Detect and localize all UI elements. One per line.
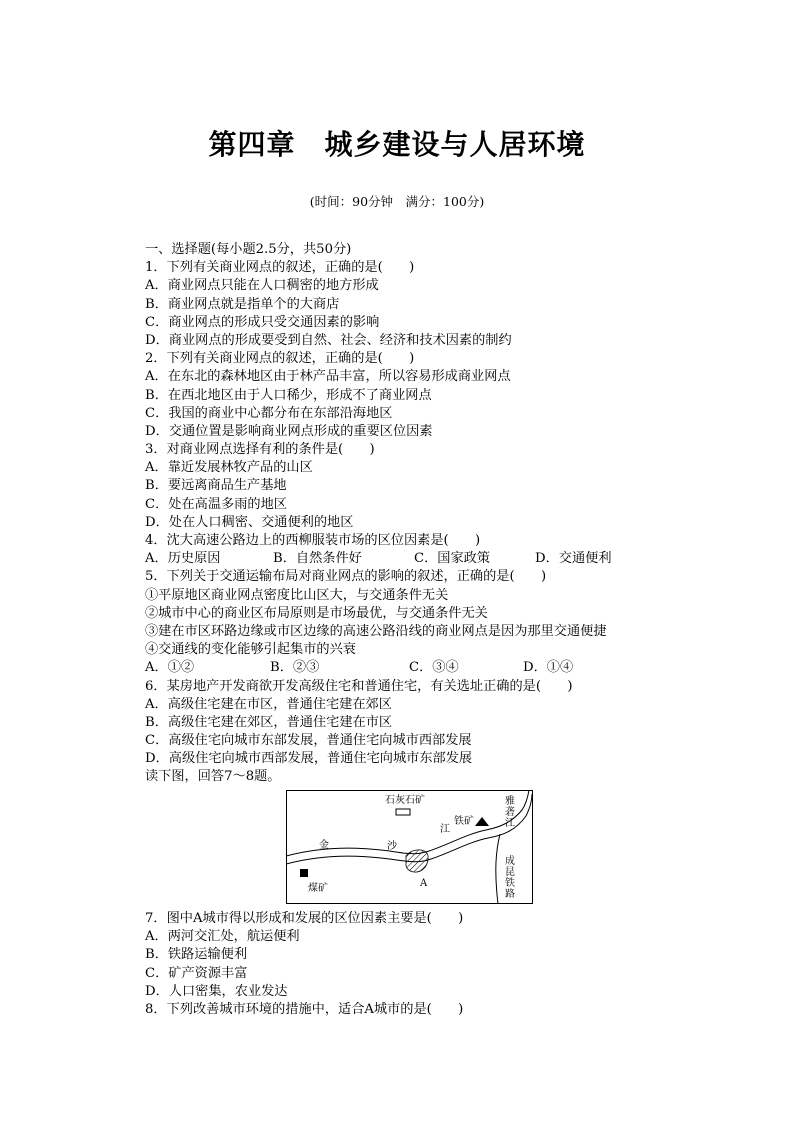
label-iron: 铁矿 [454,816,474,827]
q6-option-b: B．高级住宅建在郊区，普通住宅建在市区 [145,714,393,730]
label-yalong-1: 雅 [505,796,515,807]
limestone-mine-marker [396,809,410,815]
q5-option-c: C．③④ [409,660,459,676]
q6-stem: 6．某房地产开发商欲开发高级住宅和普通住宅，有关选址正确的是( ) [145,678,573,694]
q5-stem: 5．下列关于交通运输布局对商业网点的影响的叙述，正确的是( ) [145,569,547,585]
label-chengkun-2: 昆 [505,867,515,878]
q4-stem: 4．沈大高速公路边上的西柳服装市场的区位因素是( ) [145,533,481,548]
q4-option-b: B．自然条件好 [273,551,362,567]
location-map [286,790,533,904]
q2-option-a: A．在东北的森林地区由于林产品丰富，所以容易形成商业网点 [145,369,511,385]
q5-options [145,659,785,677]
q5-option-b: B．②③ [270,660,320,676]
q2-stem: 2．下列有关商业网点的叙述，正确的是( ) [145,351,415,367]
q7-stem: 7．图中A城市得以形成和发展的区位因素主要是( ) [145,911,464,926]
label-river-jiang: 江 [440,824,450,835]
section-heading: 一、选择题(每小题2.5分，共50分) [145,242,352,257]
q1-option-a: A．商业网点只能在人口稠密的地方形成 [145,278,379,294]
q2-option-c: C．我国的商业中心都分布在东部沿海地区 [145,405,393,421]
q1-stem: 1．下列有关商业网点的叙述，正确的是( ) [145,260,415,276]
q8-stem: 8．下列改善城市环境的措施中，适合A城市的是( ) [145,1001,464,1017]
q5-statement-1: ①平原地区商业网点密度比山区大，与交通条件无关 [145,587,449,603]
q7-option-d: D．人口密集，农业发达 [145,983,288,999]
q3-option-b: B．要远离商品生产基地 [145,478,287,494]
label-coal: 煤矿 [308,883,328,894]
q6-option-a: A．高级住宅建在市区，普通住宅建在郊区 [145,696,392,712]
label-river-sha: 沙 [387,841,397,852]
q4-option-c: C．国家政策 [414,551,491,567]
label-chengkun-1: 成 [505,856,515,867]
q2-option-d: D．交通位置是影响商业网点形成的重要区位因素 [145,423,433,439]
q2-option-b: B．在西北地区由于人口稀少，形成不了商业网点 [145,387,432,403]
q6-option-c: C．高级住宅向城市东部发展，普通住宅向城市西部发展 [145,733,472,749]
label-limestone: 石灰石矿 [385,795,425,806]
q5-option-d: D．①④ [523,660,574,676]
q3-stem: 3．对商业网点选择有利的条件是( ) [145,442,375,458]
q3-option-a: A．靠近发展林牧产品的山区 [145,460,313,476]
question-block-1 [145,241,785,787]
q5-statement-4: ④交通线的变化能够引起集市的兴衰 [145,642,356,658]
label-chengkun-3: 铁 [505,878,515,889]
label-city-a: A [420,878,428,889]
q1-option-b: B．商业网点就是指单个的大商店 [145,296,340,312]
q3-option-c: C．处在高温多雨的地区 [145,496,287,512]
q5-statement-3: ③建在市区环路边缘或市区边缘的高速公路沿线的商业网点是因为那里交通便捷 [145,623,607,639]
label-yalong-2: 砻 [505,807,515,818]
label-yalong-3: 江 [505,818,515,829]
q7-option-b: B．铁路运输便利 [145,947,248,963]
q1-option-c: C．商业网点的形成只受交通因素的影响 [145,314,380,330]
q4-options [145,550,785,568]
q5-option-a: A．①② [145,660,195,676]
q4-option-d: D．交通便利 [535,551,612,567]
q4-option-a: A．历史原因 [145,551,221,567]
q7-option-c: C．矿产资源丰富 [145,965,248,981]
q3-option-d: D．处在人口稠密、交通便利的地区 [145,514,354,530]
label-chengkun-4: 路 [505,889,515,900]
question-block-2 [145,910,785,1019]
map-instruction: 读下图，回答7～8题。 [145,769,281,785]
q6-option-d: D．高级住宅向城市西部发展，普通住宅向城市东部发展 [145,751,473,767]
coal-mine-marker [300,869,308,877]
exam-info: (时间：90分钟 满分：100分) [309,194,485,209]
q7-option-a: A．两河交汇处，航运便利 [145,929,300,945]
q1-option-d: D．商业网点的形成要受到自然、社会、经济和技术因素的制约 [145,332,512,348]
label-river-jin: 金 [319,840,329,851]
location-map-svg [286,790,533,904]
q5-statement-2: ②城市中心的商业区布局原则是市场最优，与交通条件无关 [145,605,488,621]
chapter-title: 第四章 城乡建设与人居环境 [208,128,586,161]
